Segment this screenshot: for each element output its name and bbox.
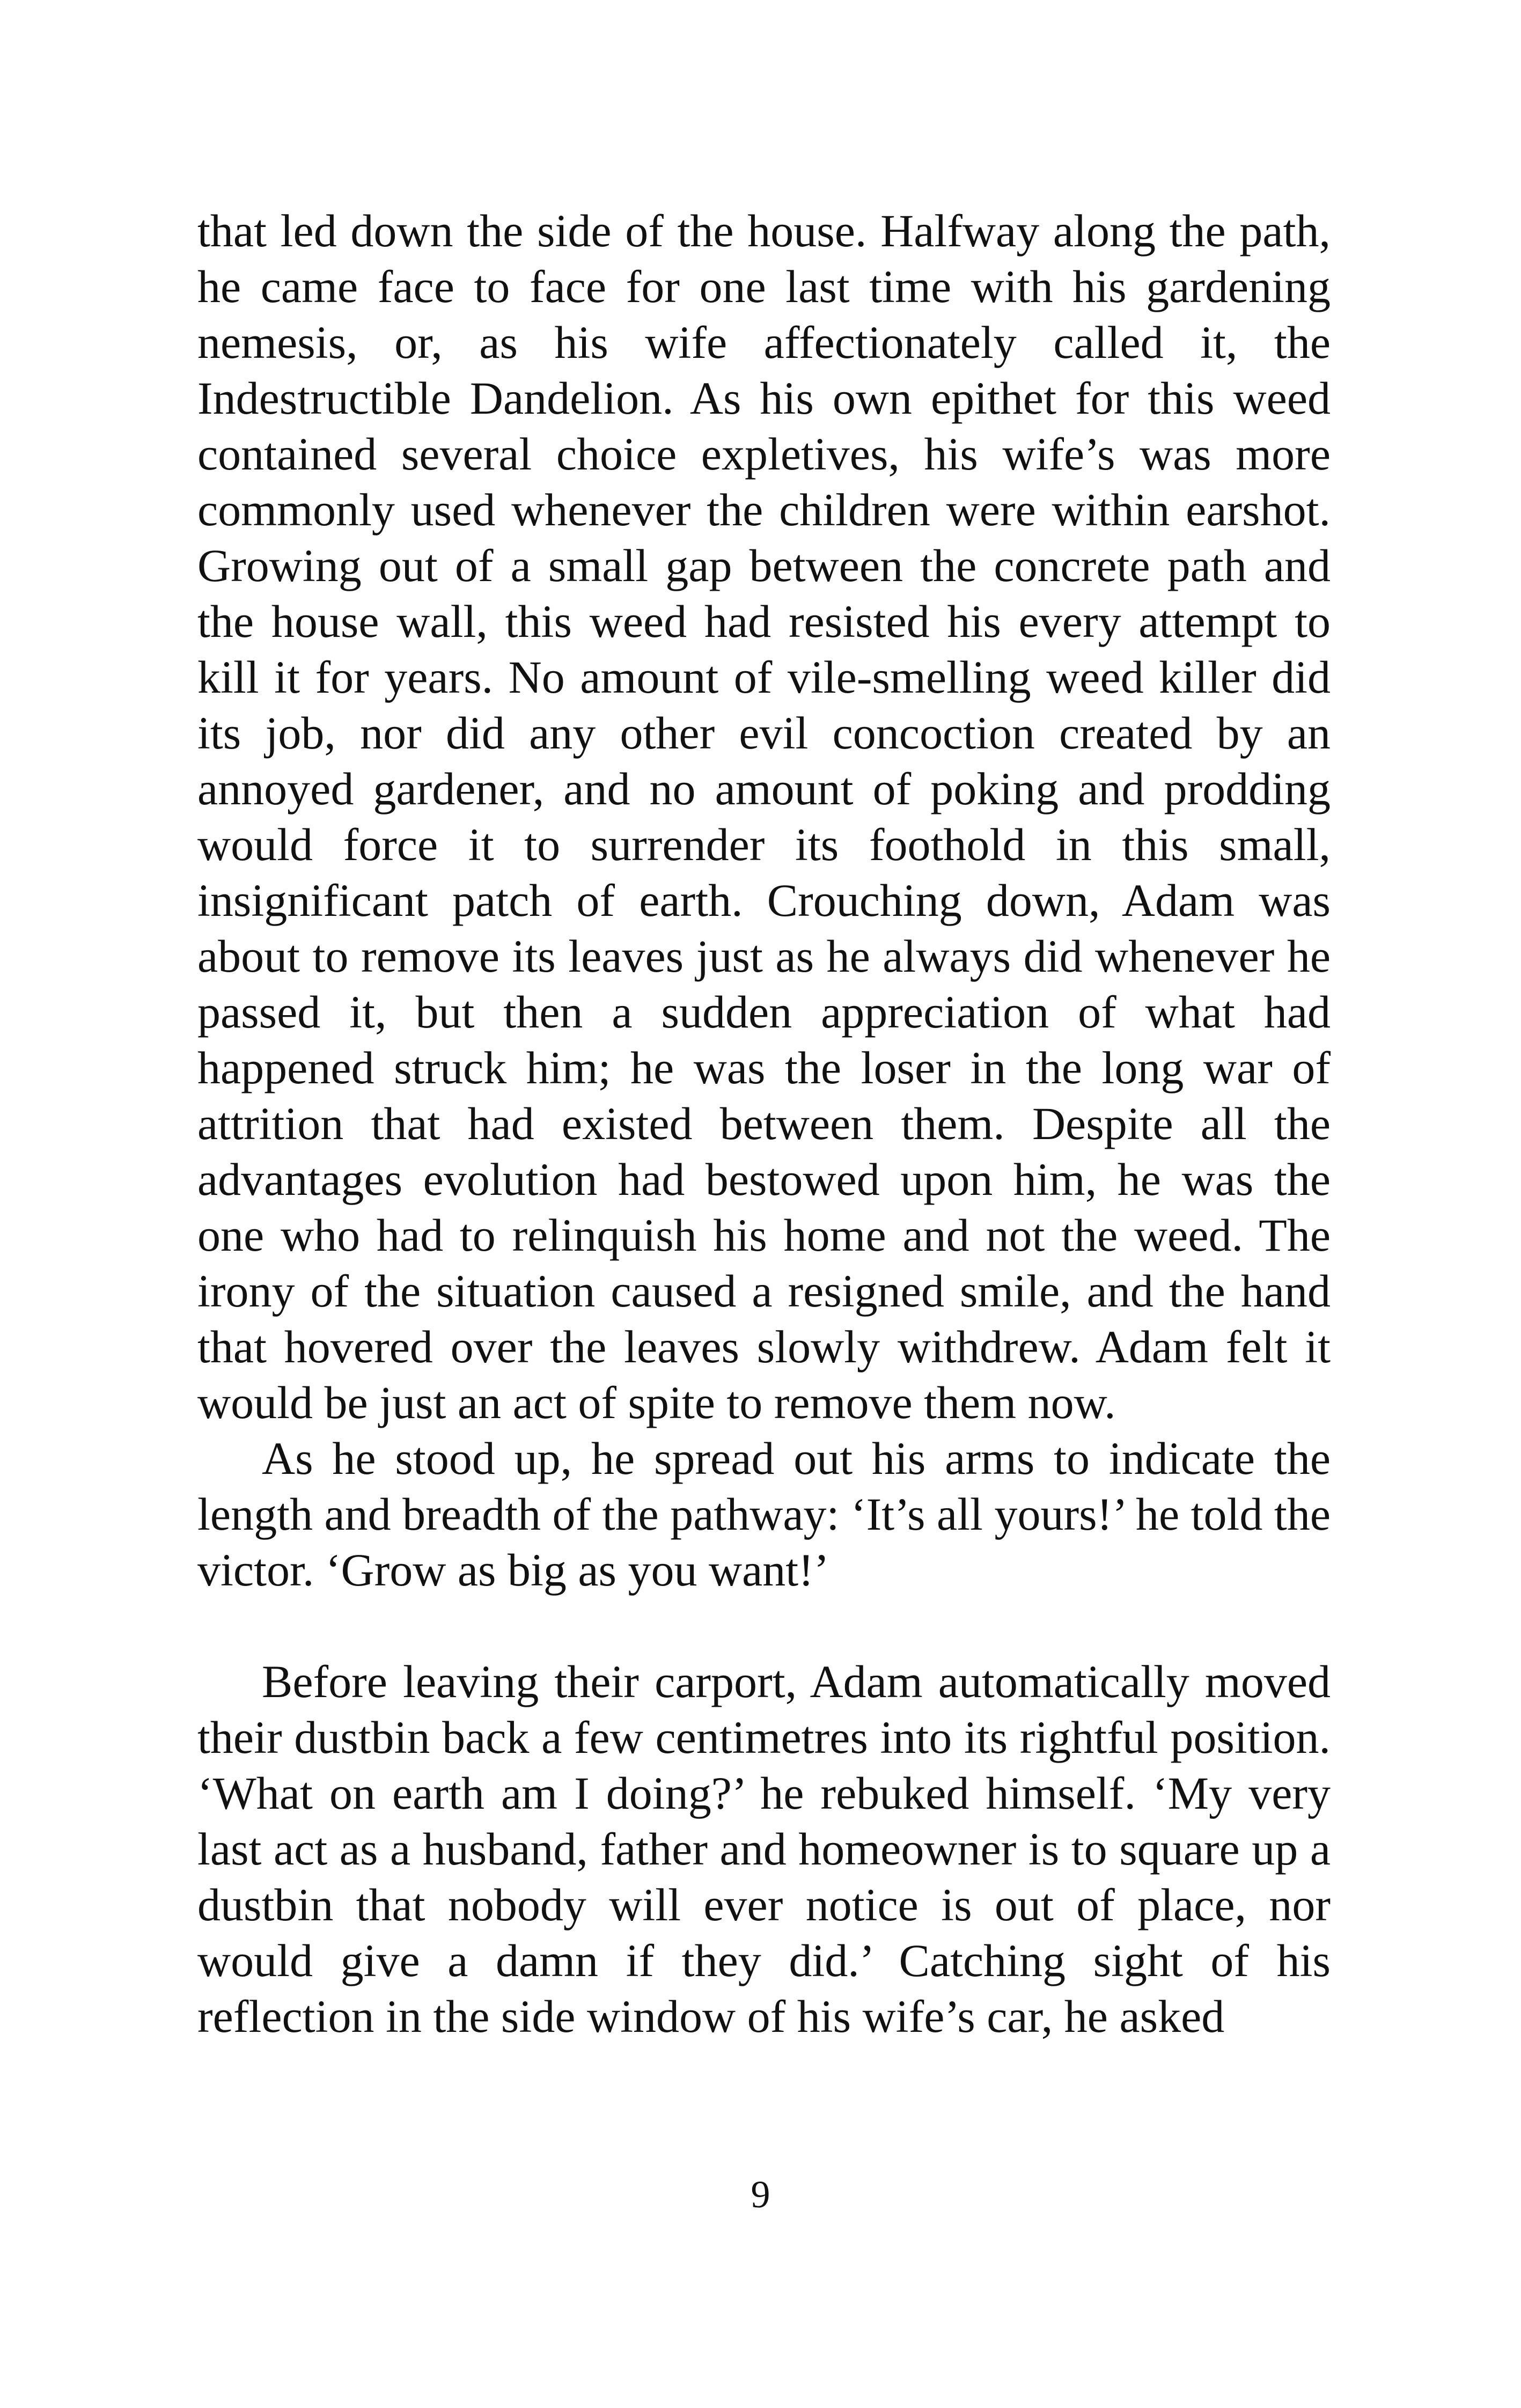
body-text: [197, 203, 1331, 2044]
paragraph-continuation: that led down the side of the house. Halfway along the path, he came face to face for one last time with his gardening nemesis, or, as his wife affectionately called it, the Indestructible Dandelion. As his own epithet for this weed contained several choice expletives, his wife’s was more commonly used whenever the children were within earshot. Growing out of a small gap between the concrete path and the house wall, this weed had resisted his every attempt to kill it for years. No amount of vile-smelling weed killer did its job, nor did any other evil concoction created by an annoyed gardener, and no amount of poking and prodding would force it to surrender its foothold in this small, insignificant patch of earth. Crouching down, Adam was about to remove its leaves just as he always did whenever he passed it, but then a sudden appreciation of what had happened struck him; he was the loser in the long war of attrition that had existed between them. Despite all the advantages evolution had bestowed upon him, he was the one who had to relinquish his home and not the weed. The irony of the situation caused a resigned smile, and the hand that hovered over the leaves slowly withdrew. Adam felt it would be just an act of spite to remove them now.: [197, 205, 1331, 1428]
page-number: 9: [751, 2173, 770, 2216]
paragraph-dialogue: As he stood up, he spread out his arms to indicate the length and breadth of the pathway: ‘It’s all yours!’ he told the victor. ‘Grow as big as you want!’: [197, 1433, 1331, 1596]
section-break: [197, 1598, 1331, 1654]
paragraph-carport: Before leaving their carport, Adam automatically moved their dustbin back a few centimetres into its rightful position. ‘What on earth am I doing?’ he rebuked himself. ‘My very last act as a husband, father and homeowner is to square up a dustbin that nobody will ever notice is out of place, nor would give a damn if they did.’ Catching sight of his reflection in the side window of his wife’s car, he asked: [197, 1656, 1331, 2042]
